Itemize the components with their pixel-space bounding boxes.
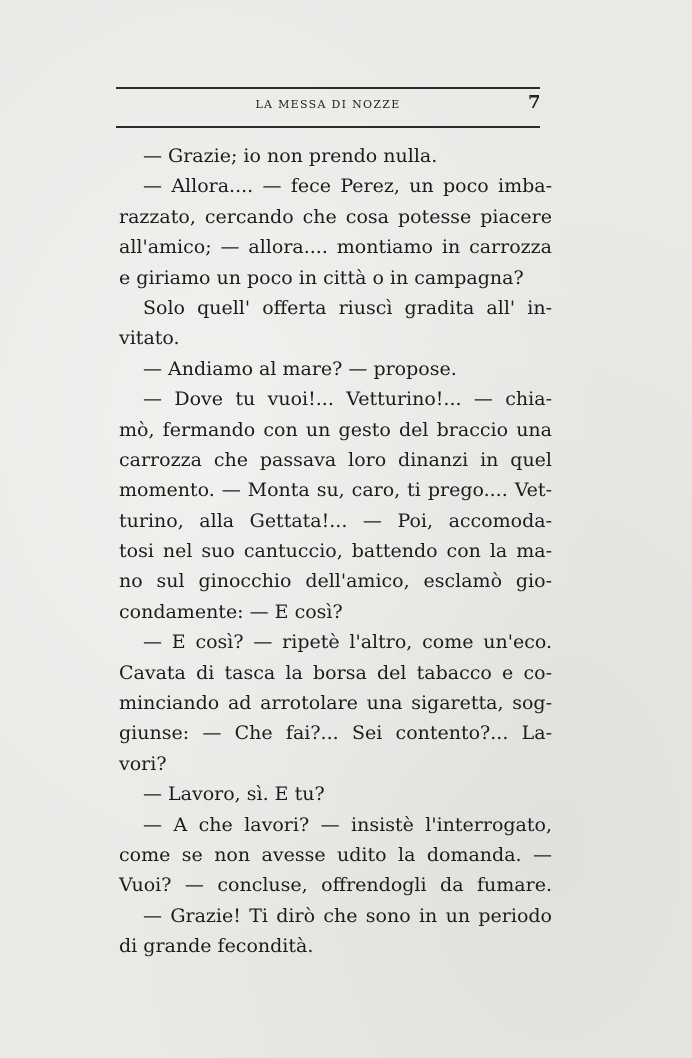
text-line: Solo quell' offerta riuscì gradita all' in- (143, 296, 552, 319)
body-text (119, 141, 552, 962)
text-line: — A che lavori? — insistè l'interrogato, (143, 813, 552, 836)
text-line: carrozza che passava loro dinanzi in quel (119, 448, 552, 471)
text-line: condamente: — E così? (119, 600, 343, 623)
text-line: — Grazie; io non prendo nulla. (143, 145, 438, 167)
text-line: tosi nel suo cantuccio, battendo con la ma- (119, 540, 552, 563)
text-line: di grande fecondità. (119, 935, 314, 958)
text-line: — Lavoro, sì. E tu? (143, 783, 325, 806)
text-line: razzato, cercando che cosa potesse piacere (119, 205, 552, 228)
text-line: minciando ad arrotolare una sigaretta, sog- (119, 692, 552, 715)
text-line: — E così? — ripetè l'altro, come un'eco. (143, 631, 552, 654)
text-line: — Allora.... — fece Perez, un poco imba- (143, 175, 552, 198)
page-number: 7 (528, 92, 541, 113)
text-line: e giriamo un poco in città o in campagna? (119, 266, 524, 289)
text-line: mò, fermando con un gesto del braccio una (119, 418, 552, 441)
text-line: — Dove tu vuoi!... Vetturino!... — chia- (143, 388, 552, 411)
running-title: LA MESSA DI NOZZE (255, 98, 401, 111)
text-line: giunse: — Che fai?... Sei contento?... La- (119, 722, 552, 745)
text-line: Vuoi? — concluse, offrendogli da fumare. (119, 874, 552, 897)
header-rule-bottom (116, 126, 540, 128)
text-line: — Grazie! Ti dirò che sono in un periodo (143, 904, 552, 927)
text-line: momento. — Monta su, caro, ti prego.... Vet- (119, 479, 552, 502)
text-line: — Andiamo al mare? — propose. (143, 357, 457, 380)
text-line: vori? (119, 752, 167, 775)
text-line: turino, alla Gettata!... — Poi, accomoda- (119, 509, 552, 532)
text-line: no sul ginocchio dell'amico, esclamò gio- (119, 570, 552, 593)
text-line: come se non avesse udito la domanda. — (119, 843, 552, 866)
text-line: Cavata di tasca la borsa del tabacco e co- (119, 661, 552, 684)
text-line: all'amico; — allora.... montiamo in carrozza (119, 236, 552, 259)
header-rule-top (116, 87, 540, 89)
text-line: vitato. (119, 327, 180, 350)
